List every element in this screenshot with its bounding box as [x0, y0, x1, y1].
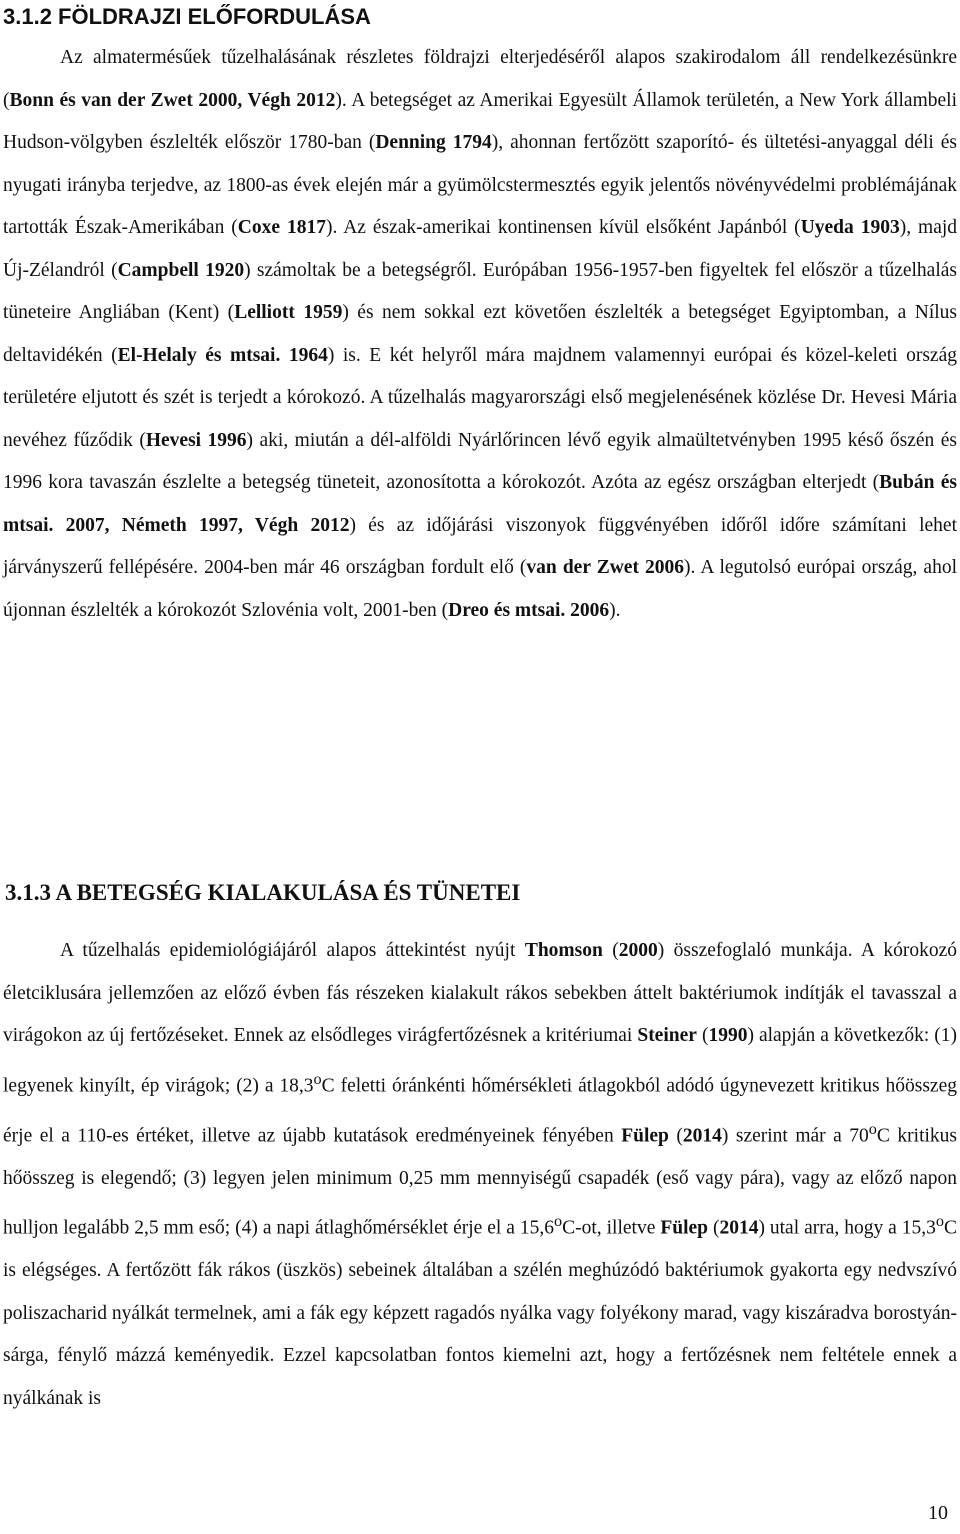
- degree-superscript: o: [935, 1212, 944, 1230]
- text-run: ). Az észak-amerikai kontinensen kívül elsőként Japánból (: [325, 217, 801, 238]
- citation: Coxe 1817: [237, 217, 326, 238]
- text-run: ) és az időjárási viszonyok függvényében időről időre számítani lehet járványszerű fellépésére. 2004-ben már 46 országban fordult elő (: [3, 514, 957, 578]
- citation: Fülep: [621, 1125, 669, 1146]
- text-run: Az almatermésűek tűzelhalásának részletes földrajzi elterjedéséről alapos szakirodalom áll rendelkezésünkre (: [3, 47, 957, 111]
- text-run: ) alapján a következők: (1) legyenek kinyílt, ép virágok; (2) a 18,3: [3, 1025, 957, 1096]
- paragraph-disease-development: [3, 930, 957, 1420]
- citation: Hevesi 1996: [145, 429, 247, 451]
- text-run: C-ot, illetve: [562, 1217, 661, 1239]
- citation: El-Helaly és mtsai. 1964: [117, 344, 328, 366]
- text-run: ).: [609, 599, 621, 621]
- degree-superscript: o: [313, 1069, 322, 1088]
- citation: Fülep: [660, 1217, 708, 1239]
- text-run: ) és nem sokkal ezt követően észlelték a betegséget Egyiptomban, a Nílus deltavidékén (: [3, 302, 958, 366]
- text-run: C kritikus hőösszeg is elegendő; (3) legyen jelen minimum 0,25 mm mennyiségű csapadék (eső vagy pára), vagy az előző napon hulljon legalább 2,5 mm eső; (4) a napi átlaghőmérséklet érje el a 15,6: [3, 1125, 958, 1239]
- citation: van der Zwet 2006: [526, 557, 685, 578]
- text-run: (: [602, 940, 619, 961]
- citation: Dreo és mtsai. 2006: [448, 599, 610, 621]
- text-run: C feletti óránkénti hőmérsékleti átlagokból adódó úgynevezett kritikus hőösszeg érje el a 110-es értéket, illetve az újabb kutatások eredményeinek fényében: [3, 1075, 957, 1146]
- citation: Denning 1794: [375, 132, 492, 153]
- citation: 2014: [682, 1125, 722, 1146]
- text-run: ), ahonnan fertőzött szaporító- és ültetési-anyaggal déli és nyugati irányba terjedve, az 1800-as évek elején már a gyümölcstermesztés egyik jelentős növényvédelmi problémájának tartották Észak-Amerikában (: [3, 132, 957, 238]
- text-run: ) összefoglaló munkája. A kórokozó életciklusára jellemzően az előző évben fás részeken kialakult rákos sebekben áttelt baktériumok indítják el tavasszal a virágokon az új fertőzéseket. Ennek az elsődleges virágfertőzésnek a kritériumai: [3, 940, 957, 1046]
- text-run: ) utal arra, hogy a 15,3: [758, 1217, 936, 1239]
- citation: Bonn és van der Zwet 2000, Végh 2012: [9, 89, 336, 111]
- text-run: ) szerint már a 70: [721, 1125, 869, 1146]
- text-run: ). A legutolsó európai ország, ahol újonnan észlelték a kórokozót Szlovénia volt, 2001-ben (: [3, 557, 958, 621]
- text-run: (: [708, 1217, 720, 1239]
- citation: Lelliott 1959: [234, 302, 343, 323]
- text-run: ). A betegséget az Amerikai Egyesült Államok területén, a New York állambeli Hudson-völgyben észlelték először 1780-ban (: [3, 89, 957, 153]
- degree-superscript: o: [554, 1212, 563, 1230]
- citation: Steiner: [637, 1025, 697, 1046]
- degree-superscript: o: [868, 1119, 877, 1138]
- text-run: ) is. E két helyről mára majdnem valamennyi európai és közel-keleti ország területére eljutott és szét is terjedt a kórokozó. A tűzelhalás magyarországi első megjelenésének közlése Dr. Hevesi Mária nevéhez fűződik (: [3, 344, 957, 451]
- citation: Uyeda 1903: [800, 217, 900, 238]
- citation: Campbell 1920: [117, 259, 245, 281]
- citation: Bubán és mtsai. 2007, Németh 1997, Végh 2012: [3, 472, 957, 536]
- citation: 2000: [618, 940, 658, 961]
- citation: Thomson: [524, 940, 603, 961]
- text-run: (: [668, 1125, 683, 1146]
- text-run: ) számoltak be a betegségről. Európában 1956-1957-ben figyeltek fel először a tűzelhalás tüneteire Angliában (Kent) (: [3, 259, 957, 323]
- text-run: ) aki, miután a dél-alföldi Nyárlőrincen lévő egyik almaültetvényben 1995 késő őszén és 1996 kora tavaszán észlelte a betegség tüneteit, azonosította a kórokozót. Azóta az egész országban elterjedt (: [3, 429, 957, 493]
- citation: 1990: [708, 1025, 748, 1046]
- section-heading-disease-development: 3.1.3 A BETEGSÉG KIALAKULÁSA ÉS TÜNETEI: [5, 880, 521, 905]
- text-run: ), majd Új-Zélandról (: [3, 217, 958, 281]
- text-run: (: [696, 1025, 709, 1046]
- page-number: 10: [928, 1502, 948, 1524]
- section-heading-geographic-occurrence: 3.1.2 FÖLDRAJZI ELŐFORDULÁSA: [3, 4, 371, 29]
- paragraph-geographic-occurrence: [3, 37, 957, 632]
- text-run: A tűzelhalás epidemiológiájáról alapos áttekintést nyújt: [60, 940, 525, 961]
- text-run: C is elégséges. A fertőzött fák rákos (üszkös) sebeinek általában a szélén meghúzódó baktériumok gyakorta egy nedvszívó poliszacharid nyálkát termelnek, ami a fák egy képzett ragadós nyálka vagy folyékony marad, vagy kiszáradva borostyán-sárga, fénylő mázzá keményedik. Ezzel kapcsolatban fontos kiemelni azt, hogy a fertőzésnek nem feltétele ennek a nyálkának is: [3, 1217, 958, 1409]
- citation: 2014: [719, 1217, 759, 1239]
